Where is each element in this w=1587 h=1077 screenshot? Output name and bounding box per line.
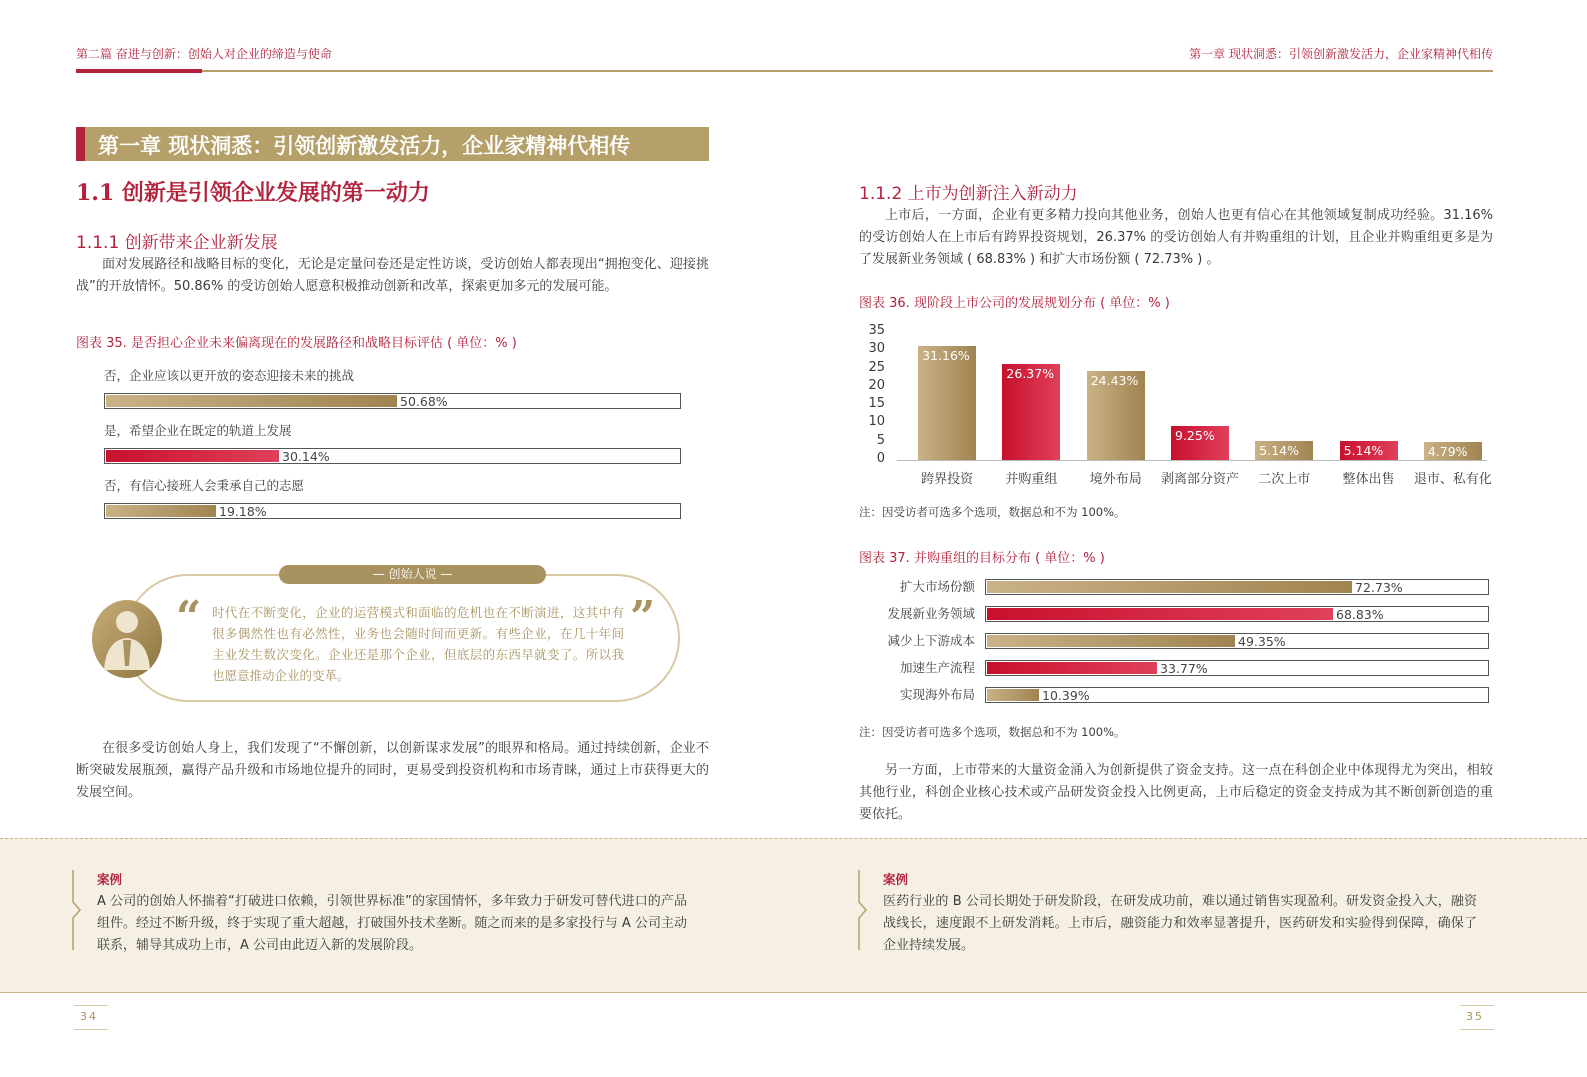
fig37-bar-value: 10.39%	[1042, 688, 1090, 703]
header-rule	[76, 70, 1493, 72]
fig37-bar-frame	[985, 606, 1489, 622]
fig35-chart	[104, 366, 681, 526]
header-rule-accent	[76, 69, 202, 73]
paragraph-2: 在很多受访创始人身上，我们发现了“不懈创新，以创新谋求发展”的眼界和格局。通过持续创新，企业不断突破发展瓶颈，赢得产品升级和市场地位提升的同时，更易受到投资机构和市场青睐，通过上市获得更大的发展空间。	[76, 741, 709, 800]
fig35-bar-frame	[104, 448, 681, 464]
fig36-y-tick: 10	[868, 414, 885, 430]
page-number-left: 34	[80, 1010, 98, 1023]
fig36-x-tick: 境外布局	[1089, 472, 1142, 487]
page-number-right-rule	[1460, 1005, 1494, 1030]
case-left-marker	[70, 870, 84, 950]
header-right: 第一章 现状洞悉：引领创新激发活力，企业家精神代相传	[1189, 47, 1493, 61]
quote-badge: — 创始人说 —	[279, 565, 546, 584]
fig35-bar	[106, 505, 216, 517]
case-right-text: 医药行业的 B 公司长期处于研发阶段，在研发成功前，难以通过销售实现盈利。研发资金投入大，融资战线长，速度跟不上研发消耗。上市后，融资能力和效率显著提升，医药研发和实验得到保障，确保了企业持续发展。	[883, 894, 1477, 953]
fig35-bar-label: 否，企业应该以更开放的姿态迎接未来的挑战	[104, 368, 355, 383]
fig37-bar	[987, 689, 1039, 701]
fig36-x-tick: 二次上市	[1258, 472, 1311, 487]
fig37-bar-frame	[985, 660, 1489, 676]
fig36-note: 注：因受访者可选多个选项，数据总和不为 100%。	[859, 505, 1126, 519]
fig35-bar-frame	[104, 503, 681, 519]
fig37-bar	[987, 581, 1352, 593]
fig37-bar-label: 扩大市场份额	[899, 579, 975, 594]
fig37-bar-frame	[985, 633, 1489, 649]
chapter-title: 第一章 现状洞悉：引领创新激发活力，企业家精神代相传	[98, 133, 631, 158]
fig36-y-tick: 5	[876, 432, 885, 448]
fig36-bar-value: 5.14%	[1343, 443, 1384, 459]
paragraph-1: 面对发展路径和战略目标的变化，无论是定量问卷还是定性访谈，受访创始人都表现出“拥抱变化、迎接挑战”的开放情怀。50.86% 的受访创始人愿意积极推动创新和改革，探索更加多元的发展可能。	[76, 257, 709, 294]
section-1-1-title: 1.1 创新是引领企业发展的第一动力	[76, 180, 430, 206]
fig37-bar-label: 发展新业务领域	[887, 606, 975, 621]
fig36-y-tick: 0	[876, 451, 885, 466]
fig37-bar-frame	[985, 687, 1489, 703]
paragraph-3: 上市后，一方面，企业有更多精力投向其他业务，创始人也更有信心在其他领域复制成功经验。31.16% 的受访创始人在上市后有跨界投资规划，26.37% 的受访创始人有并购重组的计划，且企业并购重组更多是为了发展新业务领域 ( 68.83% ) 和扩大市场份额 ( 72.73% ) 。	[859, 208, 1493, 267]
fig35-title: 图表 35. 是否担心企业未来偏离现在的发展路径和战略目标评估 ( 单位：% )	[76, 336, 517, 351]
fig37-bar	[987, 635, 1235, 647]
page-number-left-rule	[74, 1005, 108, 1030]
section-1-1-1-title: 1.1.1 创新带来企业新发展	[76, 233, 278, 253]
fig36-bar-value: 9.25%	[1175, 428, 1215, 444]
fig36-plot-area	[897, 332, 1487, 460]
fig36-x-tick: 整体出售	[1342, 472, 1395, 487]
fig36-x-axis	[897, 460, 1487, 461]
quote-open-mark: “	[176, 592, 202, 643]
fig35-bar	[106, 450, 279, 462]
quote-text: 时代在不断变化，企业的运营模式和面临的危机也在不断演进，这其中有很多偶然性也有必然性，业务也会随时间而更新。有些企业，在几十年间主业发生数次变化。企业还是那个企业，但底层的东西早就变了。所以我也愿意推动企业的变革。	[212, 605, 624, 683]
fig36-y-tick: 20	[868, 377, 885, 393]
fig37-bar-value: 49.35%	[1238, 634, 1286, 649]
fig37-bar-label: 加速生产流程	[899, 660, 975, 675]
fig36-bar-value: 31.16%	[922, 348, 970, 364]
fig36-bar-value: 26.37%	[1006, 365, 1055, 381]
case-left-title: 案例	[97, 872, 123, 887]
page-number-right: 35	[1466, 1010, 1484, 1023]
case-right-title: 案例	[883, 872, 909, 887]
fig36-title: 图表 36. 现阶段上市公司的发展规划分布 ( 单位：% )	[859, 296, 1170, 311]
fig37-bar-value: 72.73%	[1355, 580, 1403, 595]
fig36-bar-value: 5.14%	[1259, 443, 1299, 459]
paragraph-4: 另一方面，上市带来的大量资金涌入为创新提供了资金支持。这一点在科创企业中体现得尤为突出，相较其他行业，科创企业核心技术或产品研发资金投入比例更高，上市后稳定的资金支持成为其不断创新创造的重要依托。	[859, 763, 1493, 822]
fig36-y-tick: 15	[868, 396, 885, 412]
fig37-bar	[987, 608, 1333, 620]
founder-avatar	[92, 600, 162, 678]
case-left-text: A 公司的创始人怀揣着“打破进口依赖，引领世界标准”的家国情怀，多年致力于研发可替代进口的产品组件。经过不断升级，终于实现了重大超越，打破国外技术垄断。随之而来的是多家投行与 A 公司主动联系，辅导其成功上市，A 公司由此迈入新的发展阶段。	[97, 894, 687, 953]
fig35-bar-frame	[104, 393, 681, 409]
fig36-chart	[859, 322, 1492, 492]
fig37-bar-value: 33.77%	[1160, 661, 1208, 676]
fig36-bar-value: 4.79%	[1427, 444, 1468, 460]
quote-close-mark: ”	[630, 592, 656, 643]
fig36-y-tick: 30	[868, 341, 885, 357]
chapter-title-bar	[76, 127, 709, 161]
fig37-bar-frame	[985, 579, 1489, 595]
fig35-bar-value: 50.68%	[400, 394, 448, 409]
fig36-y-tick: 25	[868, 359, 885, 375]
fig37-bar-label: 减少上下游成本	[887, 633, 975, 648]
fig35-bar-value: 30.14%	[282, 449, 330, 464]
case-right-marker	[856, 870, 870, 950]
fig37-bar-value: 68.83%	[1336, 607, 1384, 622]
fig36-bar	[918, 346, 976, 460]
fig36-x-tick: 并购重组	[1005, 472, 1058, 487]
fig37-bar-label: 实现海外布局	[899, 687, 975, 702]
fig35-bar	[106, 395, 397, 407]
fig35-bar-label: 是，希望企业在既定的轨道上发展	[104, 423, 292, 438]
fig37-bar	[987, 662, 1157, 674]
header-left: 第二篇 奋进与创新：创始人对企业的缔造与使命	[76, 47, 332, 61]
section-1-1-2-title: 1.1.2 上市为创新注入新动力	[859, 184, 1078, 204]
fig37-note: 注：因受访者可选多个选项，数据总和不为 100%。	[859, 725, 1126, 739]
fig35-bar-value: 19.18%	[219, 504, 267, 519]
fig36-x-tick: 退市、私有化	[1413, 472, 1492, 487]
fig37-title: 图表 37. 并购重组的目标分布 ( 单位：% )	[859, 551, 1105, 566]
fig36-y-tick: 35	[868, 323, 885, 338]
fig36-x-tick: 跨界投资	[921, 472, 974, 487]
fig35-bar-label: 否，有信心接班人会秉承自己的志愿	[104, 478, 305, 493]
fig37-chart	[859, 576, 1491, 711]
fig36-x-tick: 剥离部分资产	[1160, 472, 1239, 487]
fig36-bar-value: 24.43%	[1090, 372, 1139, 388]
